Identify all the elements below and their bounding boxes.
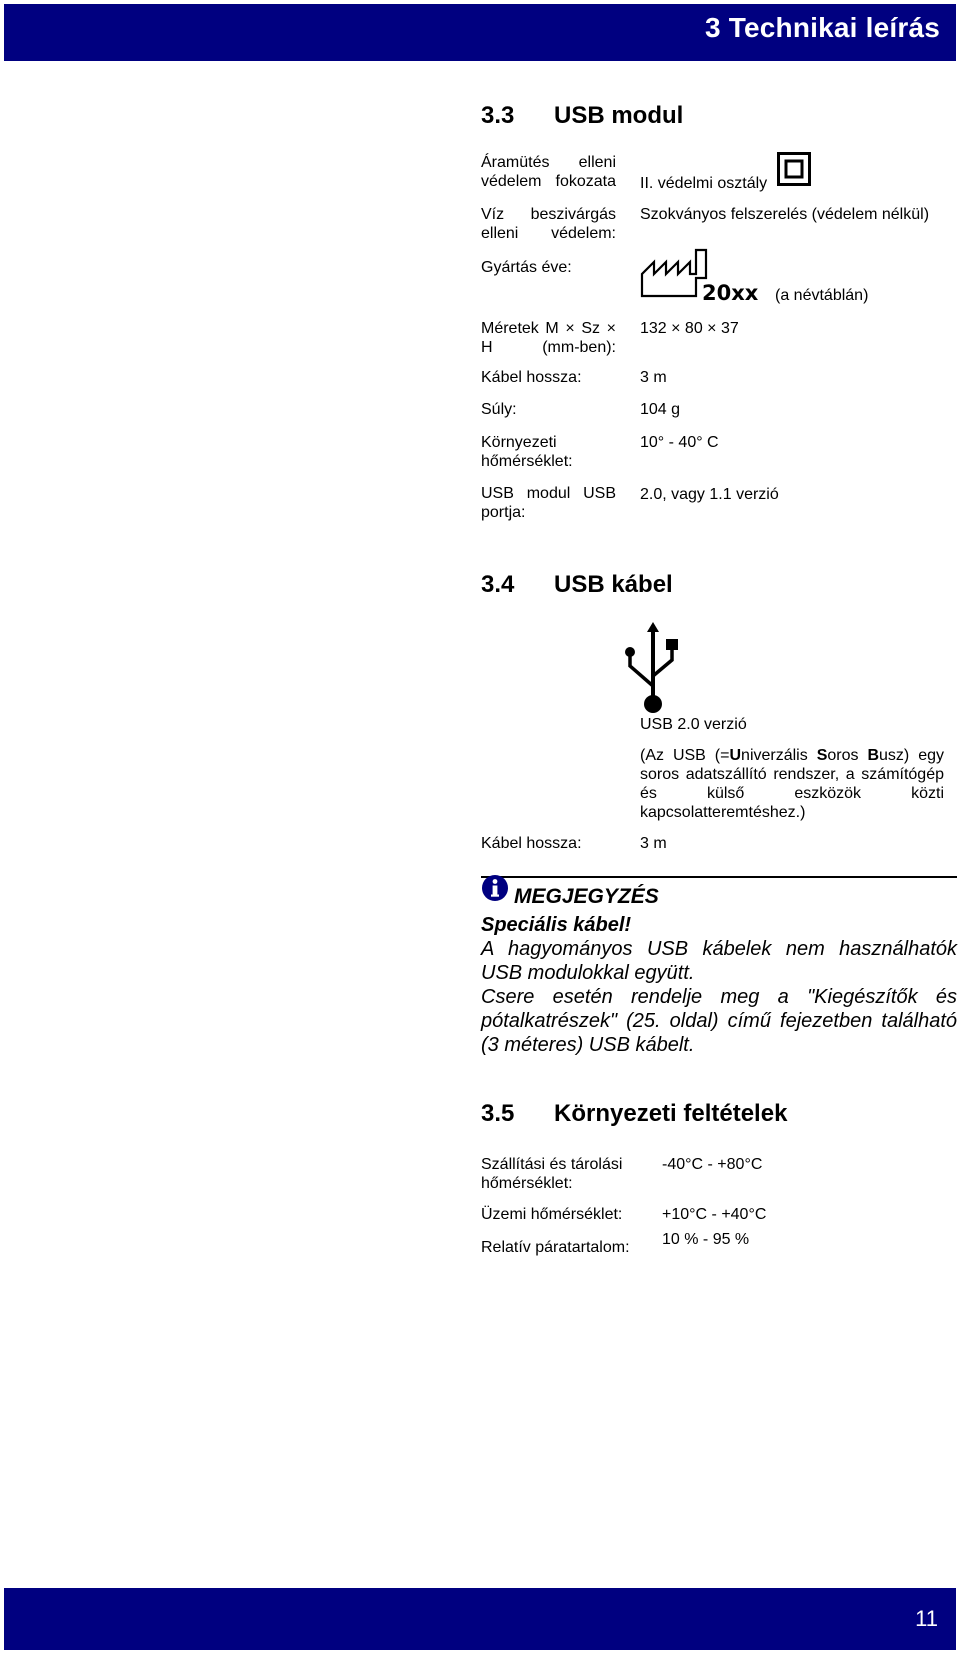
note-divider [481,876,957,878]
usb-description: (Az USB (=Univerzális Soros Busz) egy soros adatszállító rendszer, a számítógép és külső eszközök közti kapcsolatteremtéshez.) [640,747,945,821]
env-value-operating-temp: +10°C - +40°C [662,1206,767,1223]
note-text-1: A hagyományos USB kábelek nem használhatók USB modulokkal együtt. [481,938,957,984]
note-text-2: Csere esetén rendelje meg a "Kiegészítők és pótalkatrészek" (25. oldal) című fejezetben található (3 méteres) USB kábelt. [481,986,957,1056]
spec-value-water-protection: Szokványos felszerelés (védelem nélkül) [640,206,930,223]
chapter-title: 3 Technikai leírás [705,12,940,43]
section-heading: Környezeti feltételek [554,1100,788,1127]
spec-value-usb-port: 2.0, vagy 1.1 verzió [640,486,779,503]
note-body [481,913,957,1057]
manufacture-date-icon [640,248,759,305]
page-number: 11 [915,1606,938,1631]
footer-bar [4,1588,956,1650]
spec-value-weight: 104 g [640,401,681,418]
spec-value-manufacture-year: (a névtáblán) [775,287,869,304]
note-heading: MEGJEGYZÉS [514,885,659,908]
section-heading: USB modul [554,102,684,129]
section-title-3-5 [481,1100,787,1128]
spec-label-shock-protection: Áramütés elleni védelem fokozata [481,154,616,190]
section-title-3-4 [481,571,673,599]
spec-label-usb-port: USB modul USB portja: [481,485,616,521]
section-heading: USB kábel [554,571,673,598]
spec-label-dimensions: Méretek M × Sz × H (mm-ben): [481,320,616,356]
spec-label-manufacture-year: Gyártás éve: [481,259,572,276]
spec-value-shock-protection: II. védelmi osztály [640,175,768,192]
spec-value-dimensions: 132 × 80 × 37 [640,320,739,337]
cable-length-value: 3 m [640,835,667,852]
spec-value-cable-length: 3 m [640,369,667,386]
section-title-3-3 [481,102,683,130]
section-number: 3.4 [481,571,515,598]
section-number: 3.3 [481,102,515,129]
spec-label-weight: Súly: [481,401,517,418]
spec-label-cable-length: Kábel hossza: [481,369,582,386]
usb-icon [622,622,684,714]
manufacture-year-text: 20xx [702,281,759,305]
note-bold-line: Speciális kábel! [481,914,632,936]
info-icon [481,874,509,902]
cable-length-label: Kábel hossza: [481,835,582,852]
spec-label-ambient-temp: Környezeti hőmérséklet: [481,434,573,470]
spec-value-ambient-temp: 10° - 40° C [640,434,719,451]
spec-label-water-protection: Víz beszivárgás elleni védelem: [481,206,616,242]
section-number: 3.5 [481,1100,515,1127]
env-value-humidity: 10 % - 95 % [662,1231,750,1248]
env-label-humidity: Relatív páratartalom: [481,1239,630,1256]
class-ii-icon [777,152,811,186]
usb-version: USB 2.0 verzió [640,716,747,733]
env-label-storage-temp: Szállítási és tárolási hőmérséklet: [481,1156,623,1192]
env-value-storage-temp: -40°C - +80°C [662,1156,763,1173]
env-label-operating-temp: Üzemi hőmérséklet: [481,1206,623,1223]
header-bar [4,4,956,61]
